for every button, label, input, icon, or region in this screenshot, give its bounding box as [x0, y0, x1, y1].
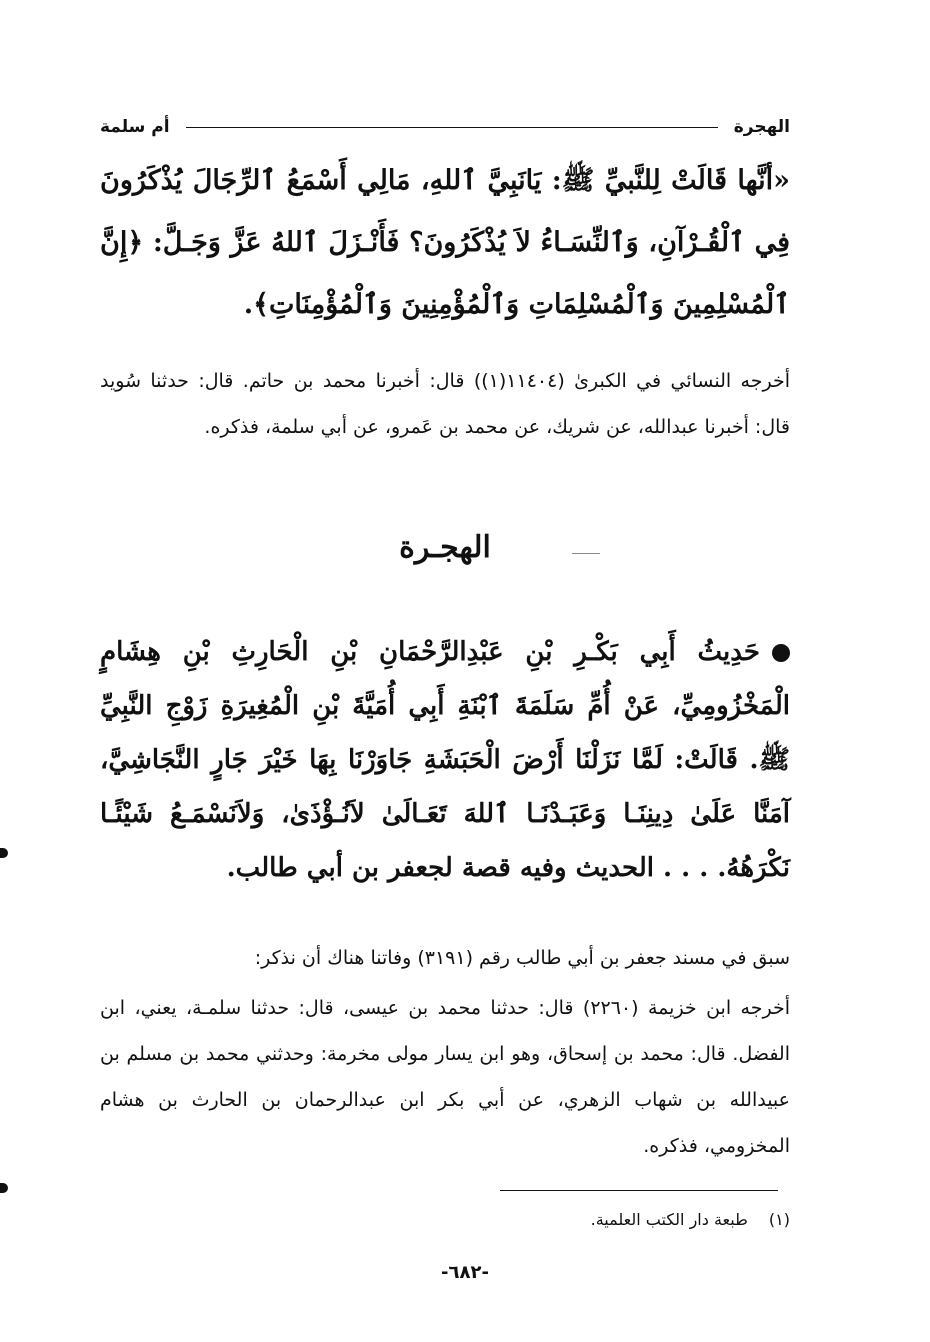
running-head-chapter: الهجرة — [733, 117, 790, 137]
takhrij-nasai — [100, 358, 790, 450]
quran-hadith-body: «أنَّها قَالَتْ لِلنَّبيِّ ﷺ: يَانَبِيَّ ٱللهِ، مَالِي أَسْمَعُ ٱلرِّجَالَ يُذْكَرُونَ فِي ٱلْقُـرْآنِ، وَٱلنِّسَـاءُ لاَ يُذْكَرُونَ؟ فَأَنْـزَلَ ٱللهُ عَزَّ وَجَـلَّ: ﴿إِنَّ ٱلْمُسْلِمِينَ وَٱلْمُسْلِمَاتِ وَٱلْمُؤْمِنِينَ وَٱلْمُؤْمِنَاتِ﴾. — [100, 165, 790, 320]
title-ornament — [572, 553, 600, 554]
hadith-hijra-text — [100, 625, 790, 895]
takhrij-ibn-khuzayma — [100, 985, 790, 1169]
quran-hadith-text — [100, 150, 790, 336]
running-head-rule — [186, 127, 718, 128]
footnote-number: (١) — [768, 1210, 790, 1229]
footnote-rule — [500, 1190, 778, 1191]
takhrij-ibn-khuzayma-body: أخرجه ابن خزيمة (٢٢٦٠) قال: حدثنا محمد بن عيسى، قال: حدثنا سلمـة، يعني، ابن الفضل. قال: محمد بن إسحاق، وهو ابن يسار مولى مخرمة: وحدثني محمد بن مسلم بن عبيدالله بن شهاب الزهري، عن أبي بكر ابن عبدالرحمان بن الحارث بن هشام المخزومي، فذكره. — [100, 997, 790, 1157]
page-number: -٦٨٢- — [441, 1262, 489, 1283]
takhrij-nasai-body: أخرجه النسائي في الكبرىٰ (١١٤٠٤(١)) قال: أخبرنا محمد بن حاتم. قال: حدثنا سُويد قال: أخبرنا عبدالله، عن شريك، عن محمد بن عَمرو، عن أبي سلمة، فذكره. — [100, 370, 790, 438]
bullet-icon — [772, 644, 790, 662]
edge-mark-lower — [0, 1183, 8, 1193]
running-head-musnad: أم سلمة — [100, 117, 170, 137]
cross-reference-body: سبق في مسند جعفر بن أبي طالب رقم (٣١٩١) وفاتنا هناك أن نذكر: — [254, 947, 790, 969]
section-title: الهجـرة — [399, 530, 491, 565]
running-head — [100, 112, 790, 142]
footnote-text: طبعة دار الكتب العلمية. — [590, 1210, 748, 1229]
edge-mark-upper — [0, 848, 8, 858]
footnote — [100, 1210, 790, 1229]
hadith-hijra-body: حَدِيثُ أَبِي بَكْـرِ بْنِ عَبْدِالرَّحْمَانِ بْنِ الْحَارِثِ بْنِ هِشَامٍ الْمَخْزُومِيِّ، عَنْ أُمِّ سَلَمَةَ ٱبْنَةِ أَبِي أُمَيَّةَ بْنِ الْمُغِيرَةِ زَوْجِ النَّبِيِّ ﷺ. قَالَتْ: لَمَّا نَزَلْنَا أَرْضَ الْحَبَشَةِ جَاوَرْنَا بِهَا خَيْرَ جَارٍ النَّجَاشِيَّ، آمَنَّا عَلَىٰ دِينِنَـا وَعَبَـدْنَـا ٱللهَ تَعَـالَىٰ لاَنُـؤْذَىٰ، وَلاَنَسْمَـعُ شَيْئًـا نَكْرَهُهُ. . . . الحديث وفيه قصة لجعفر بن أبي طالب. — [100, 637, 790, 883]
cross-reference-note — [100, 935, 790, 981]
